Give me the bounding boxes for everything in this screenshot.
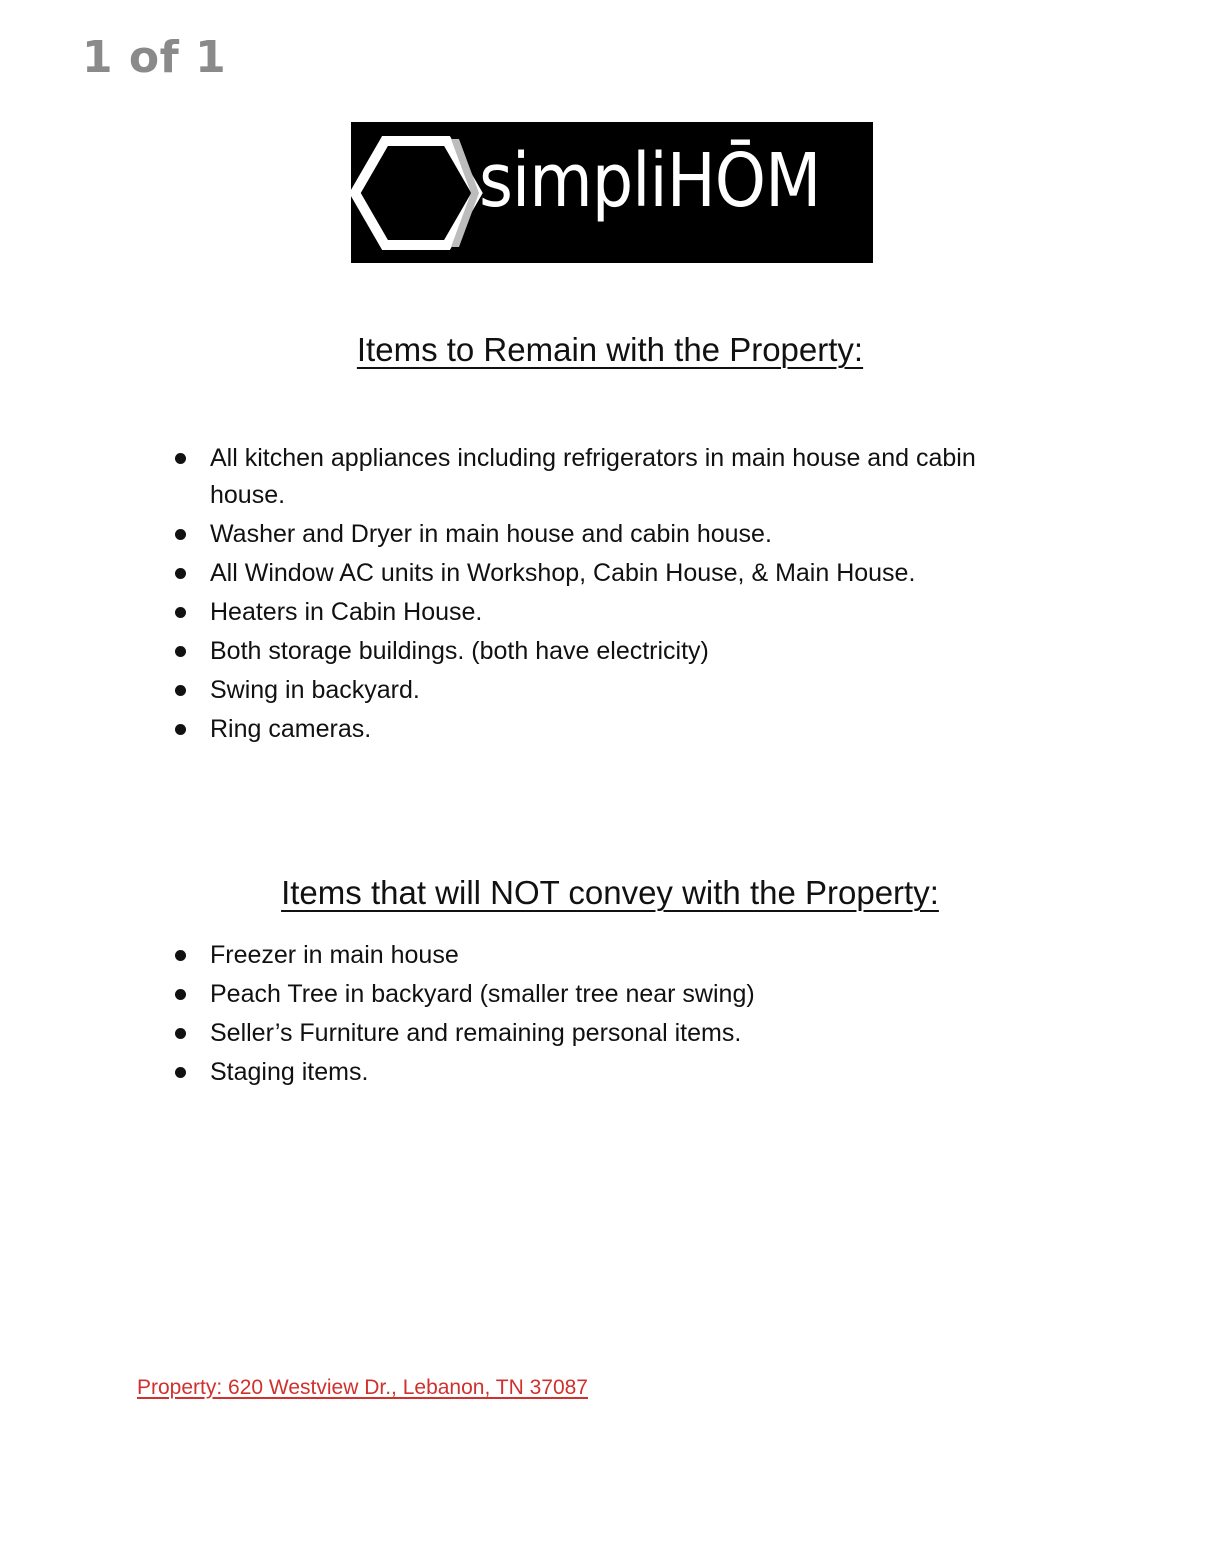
list-item [170, 937, 1030, 974]
list-item [170, 594, 1030, 631]
bullet-icon [175, 950, 186, 961]
bullet-icon [175, 453, 186, 464]
hexagon-logo-icon [351, 122, 491, 263]
bullet-icon [175, 685, 186, 696]
list-item-text: Staging items. [210, 1058, 369, 1086]
list-item [170, 1054, 1030, 1091]
list-item-text: Ring cameras. [210, 715, 372, 743]
list-item [170, 1015, 1030, 1052]
logo-wordmark: simpliHŌM [479, 138, 821, 224]
bullet-icon [175, 1067, 186, 1078]
not-convey-items-list [170, 937, 1030, 1093]
not-convey-items-heading: Items that will NOT convey with the Property: [281, 874, 939, 911]
bullet-icon [175, 724, 186, 735]
list-item [170, 976, 1030, 1013]
list-item-text: Washer and Dryer in main house and cabin house. [210, 520, 772, 548]
list-item [170, 633, 1030, 670]
simplihom-logo [351, 122, 873, 263]
bullet-icon [175, 646, 186, 657]
remain-items-heading: Items to Remain with the Property: [356, 331, 864, 368]
bullet-icon [175, 607, 186, 618]
list-item-text: Peach Tree in backyard (smaller tree near swing) [210, 980, 755, 1008]
list-item [170, 672, 1030, 709]
list-item-text: Freezer in main house [210, 941, 459, 969]
list-item-text: Swing in backyard. [210, 676, 420, 704]
list-item [170, 555, 1030, 592]
page-counter: 1 of 1 [82, 32, 227, 83]
list-item [170, 711, 1030, 748]
bullet-icon [175, 1028, 186, 1039]
list-item [170, 516, 1030, 553]
list-item [170, 440, 1030, 514]
list-item-text: Both storage buildings. (both have electricity) [210, 637, 709, 665]
list-item-text: Heaters in Cabin House. [210, 598, 483, 626]
list-item-text: All kitchen appliances including refrigerators in main house and cabin house. [210, 444, 976, 509]
list-item-text: Seller’s Furniture and remaining personal items. [210, 1019, 742, 1047]
remain-items-list [170, 440, 1030, 750]
bullet-icon [175, 529, 186, 540]
property-address-link[interactable]: Property: 620 Westview Dr., Lebanon, TN 37087 [137, 1376, 588, 1399]
list-item-text: All Window AC units in Workshop, Cabin House, & Main House. [210, 559, 916, 587]
bullet-icon [175, 568, 186, 579]
bullet-icon [175, 989, 186, 1000]
